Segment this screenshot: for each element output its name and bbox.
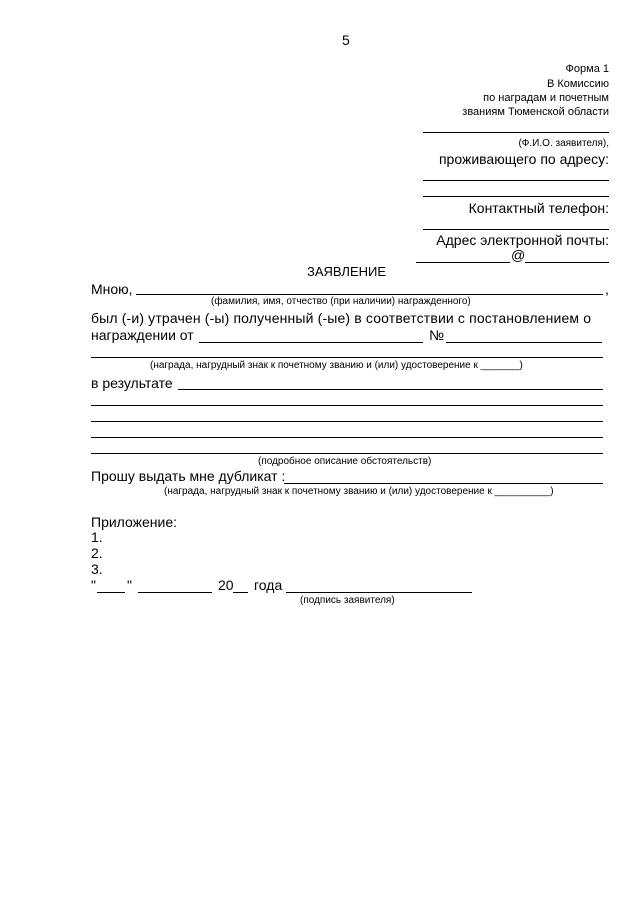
- residing-label: проживающего по адресу:: [438, 151, 609, 167]
- addressee-line-2: по наградам и почетным: [483, 92, 609, 104]
- awardee-name-line[interactable]: [136, 294, 603, 295]
- page-number: 5: [342, 32, 350, 48]
- document-title: ЗАЯВЛЕНИЕ: [307, 264, 387, 279]
- result-line-5[interactable]: [91, 453, 603, 454]
- signature-caption: (подпись заявителя): [300, 595, 395, 606]
- duplicate-item-line[interactable]: [284, 483, 603, 484]
- form-label: Форма 1: [565, 63, 609, 75]
- email-at-sign: @: [511, 247, 526, 263]
- award-from-label: награждении от: [91, 327, 194, 343]
- applicant-name-caption: (Ф.И.О. заявителя),: [518, 138, 609, 149]
- date-day-line[interactable]: [97, 592, 125, 593]
- award-caption: (награда, нагрудный знак к почетному званию и (или) удостоверение к _______): [150, 360, 523, 371]
- signature-line[interactable]: [286, 592, 472, 593]
- duplicate-caption: (награда, нагрудный знак к почетному званию и (или) удостоверение к __________): [164, 486, 554, 497]
- attachments-label: Приложение:: [91, 514, 178, 530]
- date-year-line[interactable]: [233, 592, 248, 593]
- address-line-2[interactable]: [423, 196, 609, 197]
- result-label: в результате: [91, 375, 173, 391]
- circumstances-caption: (подробное описание обстоятельств): [258, 456, 432, 467]
- attachment-item-2: 2.: [91, 545, 103, 561]
- date-year-prefix: 20: [218, 577, 234, 593]
- addressee-line-1: В Комиссию: [546, 78, 609, 90]
- decree-date-line[interactable]: [199, 342, 423, 343]
- decree-number-line[interactable]: [446, 342, 602, 343]
- number-label: №: [429, 327, 445, 343]
- email-label: Адрес электронной почты:: [436, 232, 609, 248]
- email-user-line[interactable]: [416, 262, 510, 263]
- award-name-line[interactable]: [91, 357, 603, 358]
- email-domain-line[interactable]: [525, 262, 609, 263]
- attachment-item-1: 1.: [91, 529, 103, 545]
- date-quote-open: ": [91, 577, 96, 593]
- date-year-suffix: года: [254, 577, 283, 593]
- result-line-4[interactable]: [91, 437, 603, 438]
- duplicate-label: Прошу выдать мне дубликат :: [91, 468, 286, 484]
- mnoyu-label: Мною,: [91, 281, 133, 297]
- phone-label: Контактный телефон:: [468, 200, 609, 216]
- lost-text-line-1: был (-и) утрачен (-ы) полученный (-ые) в соответствии с постановлением о: [91, 310, 592, 326]
- date-quote-close: ": [127, 577, 132, 593]
- result-line-1[interactable]: [178, 389, 603, 390]
- date-month-line[interactable]: [138, 592, 212, 593]
- mnoyu-comma: ,: [605, 281, 609, 297]
- applicant-name-line[interactable]: [423, 132, 609, 133]
- result-line-3[interactable]: [91, 421, 603, 422]
- awardee-caption: (фамилия, имя, отчество (при наличии) награжденного): [211, 296, 471, 307]
- addressee-line-3: званиям Тюменской области: [462, 106, 609, 118]
- attachment-item-3: 3.: [91, 561, 103, 577]
- phone-line[interactable]: [423, 229, 609, 230]
- result-line-2[interactable]: [91, 405, 603, 406]
- address-line-1[interactable]: [423, 180, 609, 181]
